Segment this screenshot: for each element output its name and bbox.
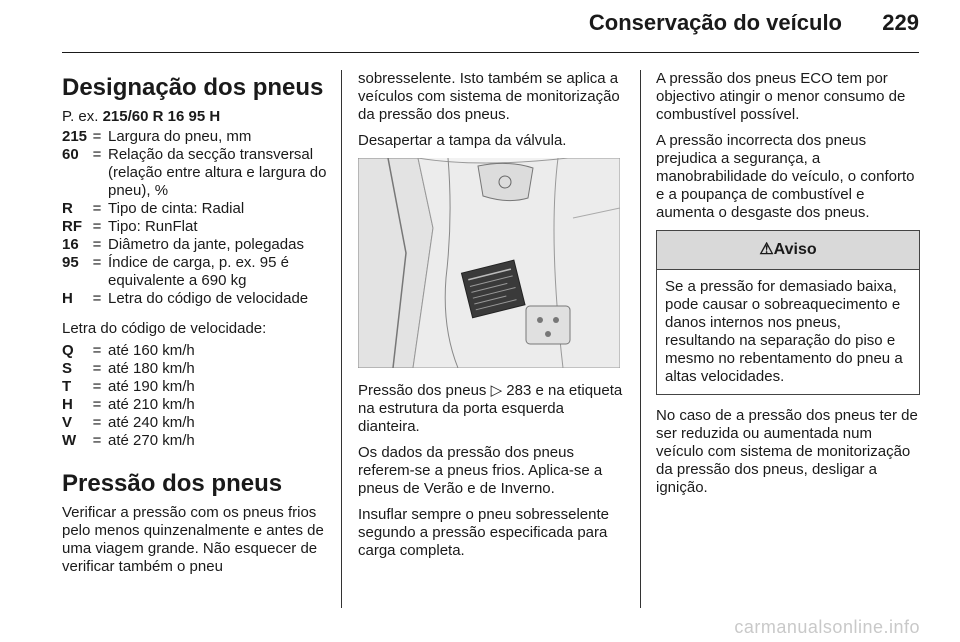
warning-box [656, 230, 920, 395]
list-item: H = até 210 km/h [62, 396, 195, 413]
speed-code-list [62, 342, 334, 450]
list-item: S = até 180 km/h [62, 360, 195, 377]
list-item: W = até 270 km/h [62, 432, 195, 449]
column-left [62, 70, 334, 584]
heading-tire-designation: Designação dos pneus [62, 74, 324, 101]
paragraph: Desapertar a tampa da válvula. [358, 132, 567, 149]
page-number: 229 [882, 10, 919, 35]
list-item: 95 = Índice de carga, p. ex. 95 é equivalente a 690 kg [62, 254, 289, 289]
paragraph-pressure-reference: Pressão dos pneus ▷ 283 e na etiqueta na estrutura da porta esquerda dianteira. [358, 382, 623, 435]
list-item: H = Letra do código de velocidade [62, 290, 309, 307]
column-right [656, 70, 920, 505]
paragraph: No caso de a pressão dos pneus ter de ser reduzida ou aumentada num veículo com sistema de monitorização da pressão dos pneus, desligar a ignição. [656, 407, 918, 496]
warning-text: Se a pressão for demasiado baixa, pode causar o sobreaquecimento e danos internos nos pneus, resultando na separação do piso e mesmo no rebentamento do pneu a altas velocidades. [665, 278, 903, 385]
list-item: Q = até 160 km/h [62, 342, 195, 359]
watermark: carmanualsonline.info [734, 617, 920, 637]
heading-tire-pressure: Pressão dos pneus [62, 470, 283, 497]
column-divider [341, 70, 342, 608]
speed-code-intro: Letra do código de velocidade: [62, 320, 267, 337]
paragraph: Insuflar sempre o pneu sobresselente segundo a pressão especificada para carga completa. [358, 506, 609, 559]
list-item: V = até 240 km/h [62, 414, 195, 431]
paragraph: Os dados da pressão dos pneus referem-se a pneus frios. Aplica-se a pneus de Verão e de Inverno. [358, 444, 603, 497]
list-item: R = Tipo de cinta: Radial [62, 200, 245, 217]
paragraph: A pressão dos pneus ECO tem por objectivo atingir o menor consumo de combustível possível. [656, 70, 906, 123]
door-label-illustration [358, 158, 620, 368]
section-title: Conservação do veículo [588, 10, 842, 35]
list-item: 16 = Diâmetro da jante, polegadas [62, 236, 304, 253]
paragraph: Verificar a pressão com os pneus frios pelo menos quinzenalmente e antes de uma viagem grande. Não esquecer de verificar também o pneu [62, 504, 324, 575]
example-line: P. ex. 215/60 R 16 95 H [62, 108, 221, 125]
page-reference[interactable]: ▷ 283 [490, 382, 532, 399]
warning-title: ⚠Aviso [657, 231, 919, 270]
paragraph: A pressão incorrecta dos pneus prejudica a segurança, a manobrabilidade do veículo, o conforto e a poupança de combustível e aumenta o desgaste dos pneus. [656, 132, 915, 221]
list-item: 215 = Largura do pneu, mm [62, 128, 252, 145]
example-code: 215/60 R 16 95 H [102, 108, 221, 125]
header-rule [62, 52, 919, 53]
paragraph: sobresselente. Isto também se aplica a veículos com sistema de monitorização da pressão dos pneus. [358, 70, 620, 123]
list-item: RF = Tipo: RunFlat [62, 218, 198, 235]
list-item: T = até 190 km/h [62, 378, 195, 395]
column-middle [358, 70, 626, 568]
designation-list [62, 128, 334, 308]
column-divider [640, 70, 641, 608]
list-item: 60 = Relação da secção transversal (relação entre altura e largura do pneu), % [62, 146, 327, 199]
door-pillar-drawing [358, 158, 620, 368]
